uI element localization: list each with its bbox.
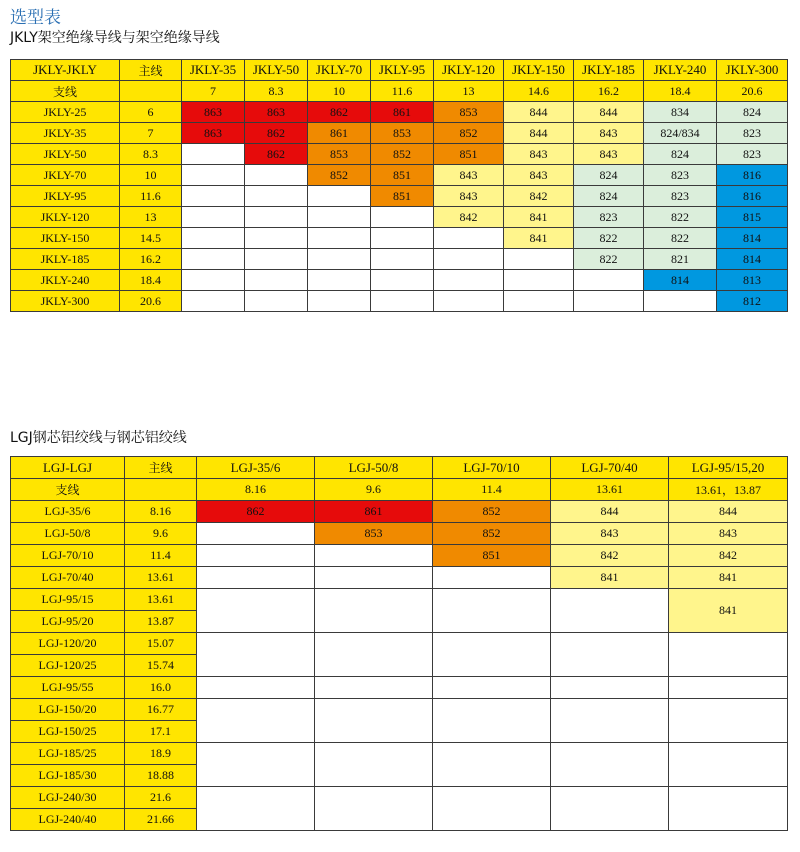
row-name: JKLY-25 [11,102,120,123]
table-cell [245,270,308,291]
table-cell [308,249,371,270]
table-cell [504,249,574,270]
table-cell: 823 [644,165,717,186]
table-cell [371,228,434,249]
row-value: 14.5 [120,228,182,249]
column-value: 9.6 [315,479,433,501]
table-cell: 852 [433,501,551,523]
row-name: JKLY-150 [11,228,120,249]
row-value: 9.6 [125,523,197,545]
table-cell: 843 [504,144,574,165]
column-value: 11.4 [433,479,551,501]
table-cell: 843 [504,165,574,186]
row-value: 18.88 [125,765,197,787]
column-value: 8.16 [197,479,315,501]
row-value: 16.77 [125,699,197,721]
table-row [11,545,788,567]
table-cell: 814 [717,228,788,249]
table-row [11,186,788,207]
table-row [11,270,788,291]
table-cell: 862 [308,102,371,123]
table-cell [669,677,788,699]
row-name: LGJ-150/20 [11,699,125,721]
table-cell [433,787,551,831]
row-value: 15.74 [125,655,197,677]
table-cell [182,144,245,165]
table-cell: 861 [308,123,371,144]
table-cell [245,249,308,270]
table-cell: 842 [669,545,788,567]
table-cell [433,677,551,699]
table-cell: 844 [669,501,788,523]
table-cell [434,228,504,249]
page-title: 选型表 [10,8,61,28]
table-cell [315,743,433,787]
table-cell: 824 [574,165,644,186]
table-cell [245,165,308,186]
table-row [11,567,788,589]
table-cell: 852 [308,165,371,186]
table-cell [197,545,315,567]
row-value: 6 [120,102,182,123]
corner-header: JKLY-JKLY [11,60,120,81]
row-name: JKLY-300 [11,291,120,312]
section2-title: LGJ钢芯铝绞线与钢芯铝绞线 [10,430,187,446]
table-cell [551,743,669,787]
table-cell [245,207,308,228]
row-name: LGJ-185/25 [11,743,125,765]
table-cell [315,545,433,567]
row-value: 13.87 [125,611,197,633]
table-cell: 842 [551,545,669,567]
table-cell: 863 [182,123,245,144]
table-cell: 862 [245,123,308,144]
table-cell [308,291,371,312]
table-cell [245,186,308,207]
table-cell [669,743,788,787]
table-row [11,699,788,721]
table-cell: 853 [308,144,371,165]
row-value: 18.9 [125,743,197,765]
row-name: JKLY-120 [11,207,120,228]
table-cell [669,633,788,677]
column-value: 13.61 [551,479,669,501]
table-cell: 853 [371,123,434,144]
column-value: 18.4 [644,81,717,102]
row-name: LGJ-70/10 [11,545,125,567]
table-cell: 843 [434,165,504,186]
column-value: 16.2 [574,81,644,102]
table-cell: 862 [197,501,315,523]
table-cell [315,567,433,589]
column-header: LGJ-70/10 [433,457,551,479]
table-row [11,144,788,165]
table-cell: 843 [551,523,669,545]
table-cell: 844 [551,501,669,523]
table-cell [371,291,434,312]
table-cell [245,228,308,249]
row-value: 11.4 [125,545,197,567]
table-cell [644,291,717,312]
table-cell [371,249,434,270]
table-cell: 844 [504,123,574,144]
table-cell: 841 [669,567,788,589]
column-header: JKLY-95 [371,60,434,81]
row-name: LGJ-70/40 [11,567,125,589]
row-value: 13.61 [125,589,197,611]
row-value: 20.6 [120,291,182,312]
row-value: 21.6 [125,787,197,809]
table-cell: 816 [717,186,788,207]
table-row [11,123,788,144]
table-cell: 852 [434,123,504,144]
row-value: 11.6 [120,186,182,207]
table-cell [433,699,551,743]
table-cell: 815 [717,207,788,228]
table-row [11,677,788,699]
column-header: LGJ-70/40 [551,457,669,479]
row-name: LGJ-50/8 [11,523,125,545]
table-cell [182,249,245,270]
row-value: 17.1 [125,721,197,743]
table-cell [669,699,788,743]
table-cell [551,633,669,677]
column-header: JKLY-240 [644,60,717,81]
row-value: 10 [120,165,182,186]
table-cell: 851 [371,165,434,186]
table-cell [433,567,551,589]
table-cell: 822 [644,207,717,228]
table-row [11,207,788,228]
column-value: 14.6 [504,81,574,102]
table-cell [551,589,669,633]
table-cell [551,677,669,699]
table-cell [315,677,433,699]
table-cell: 851 [433,545,551,567]
table-cell [551,787,669,831]
table-row [11,501,788,523]
table-row [11,291,788,312]
table-cell: 861 [315,501,433,523]
table-cell [315,787,433,831]
branch-empty-cell [125,479,197,501]
table-cell: 843 [574,144,644,165]
table-cell: 863 [182,102,245,123]
row-name: LGJ-150/25 [11,721,125,743]
table-cell [245,291,308,312]
column-header: JKLY-185 [574,60,644,81]
row-name: LGJ-120/20 [11,633,125,655]
table-cell: 844 [574,102,644,123]
row-value: 13.61 [125,567,197,589]
table-cell: 841 [669,589,788,633]
main-line-header: 主线 [125,457,197,479]
column-value: 10 [308,81,371,102]
table-cell [197,743,315,787]
row-name: LGJ-95/20 [11,611,125,633]
table-cell [371,207,434,228]
table-cell: 814 [717,249,788,270]
row-value: 16.2 [120,249,182,270]
table-cell [434,249,504,270]
table-row [11,102,788,123]
table-row [11,743,788,765]
row-name: LGJ-95/15 [11,589,125,611]
branch-line-header: 支线 [11,479,125,501]
table-cell: 823 [574,207,644,228]
row-name: LGJ-240/30 [11,787,125,809]
table-cell: 816 [717,165,788,186]
column-header: JKLY-120 [434,60,504,81]
column-value: 20.6 [717,81,788,102]
table-cell: 822 [574,228,644,249]
branch-empty-cell [120,81,182,102]
table-cell: 844 [504,102,574,123]
row-name: LGJ-185/30 [11,765,125,787]
row-name: JKLY-70 [11,165,120,186]
column-value: 7 [182,81,245,102]
row-name: LGJ-95/55 [11,677,125,699]
table-cell: 851 [434,144,504,165]
column-value: 13.61，13.87 [669,479,788,501]
table-cell: 852 [371,144,434,165]
table-cell [434,270,504,291]
header-row [11,457,788,479]
table-cell [197,523,315,545]
table-cell [315,589,433,633]
column-header: LGJ-50/8 [315,457,433,479]
column-header: JKLY-35 [182,60,245,81]
table-cell: 843 [434,186,504,207]
table-cell: 841 [551,567,669,589]
row-name: JKLY-95 [11,186,120,207]
table-cell [182,186,245,207]
table-cell [669,787,788,831]
table-cell [433,589,551,633]
table-cell [574,291,644,312]
row-value: 18.4 [120,270,182,291]
table-row [11,589,788,611]
table-row [11,228,788,249]
table-cell [182,270,245,291]
lgj-selection-table [10,456,788,831]
table-cell [433,743,551,787]
branch-line-header: 支线 [11,81,120,102]
table-cell: 862 [245,144,308,165]
table-cell: 824 [717,102,788,123]
column-header: JKLY-150 [504,60,574,81]
branch-row [11,479,788,501]
row-value: 7 [120,123,182,144]
corner-header: LGJ-LGJ [11,457,125,479]
row-name: LGJ-35/6 [11,501,125,523]
table-cell: 823 [717,144,788,165]
table-cell: 823 [717,123,788,144]
row-value: 8.3 [120,144,182,165]
table-cell: 823 [644,186,717,207]
row-value: 8.16 [125,501,197,523]
table-cell: 822 [574,249,644,270]
row-name: LGJ-240/40 [11,809,125,831]
jkly-selection-table [10,59,788,312]
table-cell [315,633,433,677]
row-name: JKLY-185 [11,249,120,270]
table-cell [504,270,574,291]
table-cell: 824 [574,186,644,207]
table-cell [433,633,551,677]
column-header: JKLY-50 [245,60,308,81]
table-cell [182,207,245,228]
table-cell [197,787,315,831]
table-cell: 851 [371,186,434,207]
table-cell: 861 [371,102,434,123]
table-cell [504,291,574,312]
table-cell [551,699,669,743]
row-value: 15.07 [125,633,197,655]
table-cell [308,228,371,249]
table-cell: 824/834 [644,123,717,144]
column-header: JKLY-300 [717,60,788,81]
column-header: LGJ-95/15,20 [669,457,788,479]
column-value: 13 [434,81,504,102]
table-cell [308,186,371,207]
table-cell [197,567,315,589]
row-name: JKLY-240 [11,270,120,291]
table-cell: 842 [504,186,574,207]
table-cell: 834 [644,102,717,123]
section1-title: JKLY架空绝缘导线与架空绝缘导线 [10,30,220,46]
table-cell: 853 [434,102,504,123]
row-name: LGJ-120/25 [11,655,125,677]
table-cell: 842 [434,207,504,228]
table-cell [197,589,315,633]
table-cell: 824 [644,144,717,165]
column-value: 11.6 [371,81,434,102]
column-header: JKLY-70 [308,60,371,81]
table-row [11,165,788,186]
table-cell: 814 [644,270,717,291]
table-cell: 821 [644,249,717,270]
table-cell [315,699,433,743]
row-name: JKLY-35 [11,123,120,144]
table-cell: 841 [504,228,574,249]
table-cell: 841 [504,207,574,228]
main-line-header: 主线 [120,60,182,81]
table-cell [308,207,371,228]
table-cell [197,633,315,677]
table-cell [182,228,245,249]
table-row [11,249,788,270]
table-cell [182,291,245,312]
column-header: LGJ-35/6 [197,457,315,479]
row-name: JKLY-50 [11,144,120,165]
table-row [11,633,788,655]
table-cell: 863 [245,102,308,123]
column-value: 8.3 [245,81,308,102]
table-cell: 813 [717,270,788,291]
table-row [11,787,788,809]
table-cell [197,677,315,699]
table-cell [182,165,245,186]
table-cell: 843 [669,523,788,545]
branch-row [11,81,788,102]
table-row [11,523,788,545]
row-value: 16.0 [125,677,197,699]
header-row [11,60,788,81]
row-value: 21.66 [125,809,197,831]
table-cell: 853 [315,523,433,545]
table-cell [371,270,434,291]
row-value: 13 [120,207,182,228]
table-cell: 852 [433,523,551,545]
table-cell: 822 [644,228,717,249]
table-cell [308,270,371,291]
table-cell [434,291,504,312]
table-cell: 843 [574,123,644,144]
table-cell [574,270,644,291]
table-cell: 812 [717,291,788,312]
table-cell [197,699,315,743]
